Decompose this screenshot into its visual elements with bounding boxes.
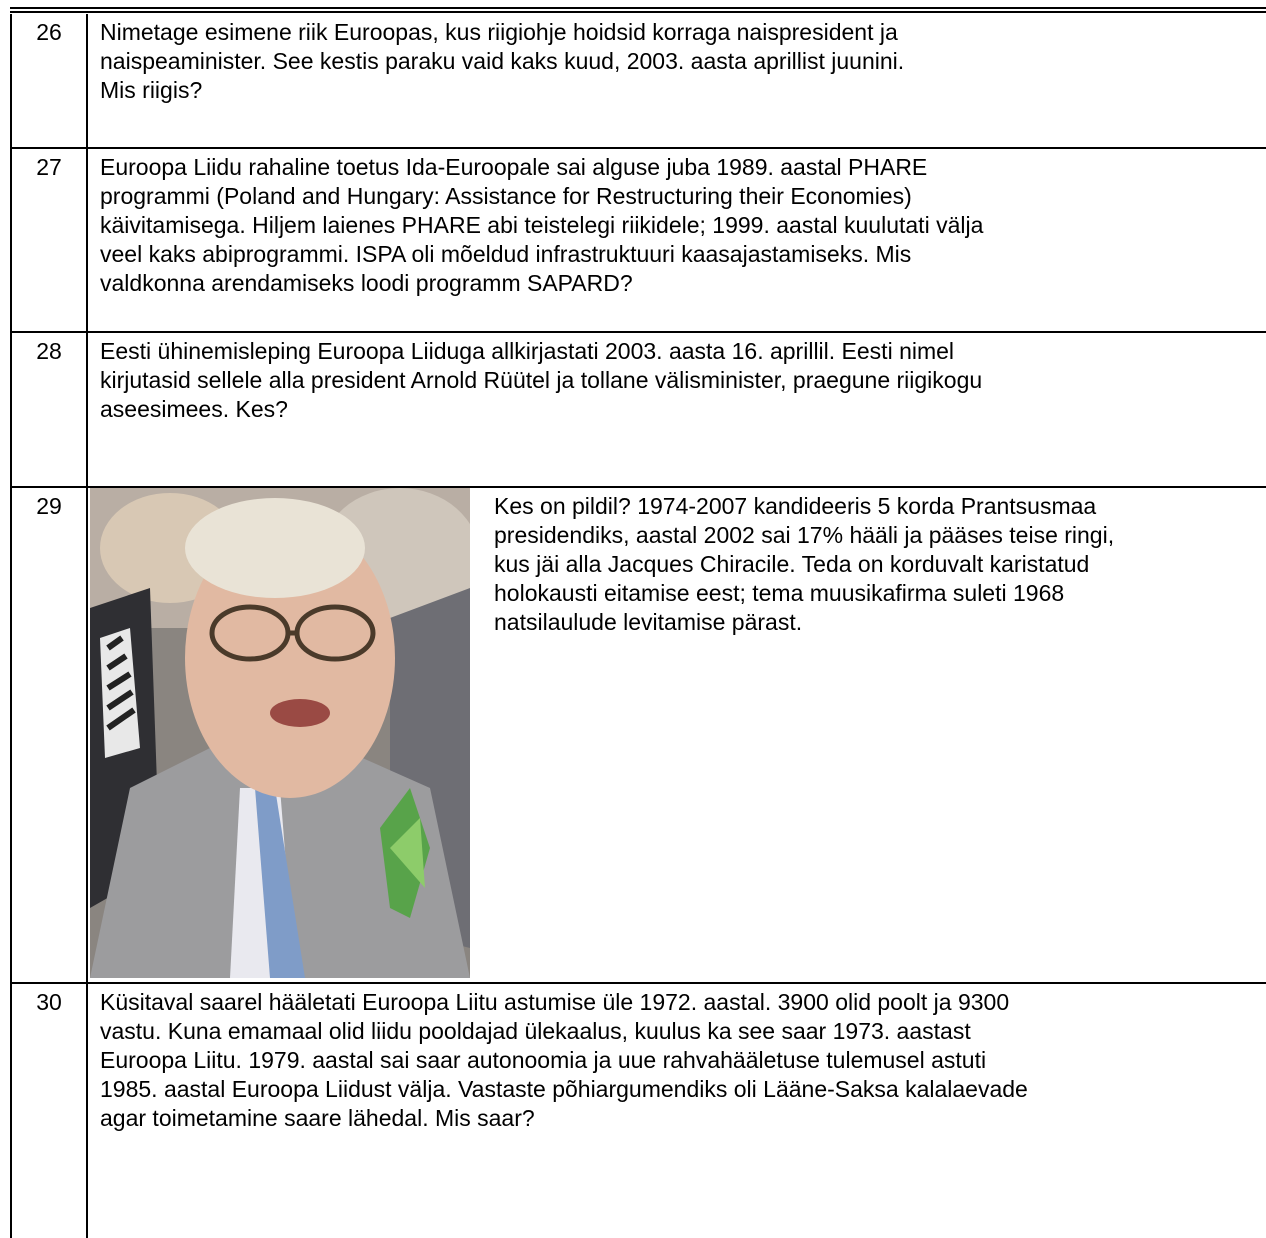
question-number: 29 bbox=[11, 487, 87, 983]
question-number: 26 bbox=[11, 14, 87, 148]
portrait-photo bbox=[90, 488, 470, 978]
question-row bbox=[11, 332, 1266, 487]
question-number: 27 bbox=[11, 148, 87, 332]
question-cell-with-photo bbox=[87, 487, 1266, 983]
question-row bbox=[11, 14, 1266, 148]
question-cell bbox=[87, 983, 1266, 1238]
question-text: Kes on pildil? 1974-2007 kandideeris 5 korda Prantsusmaa presidendiks, aastal 2002 sai 17% hääli ja pääses teise ringi, kus jäi alla Jacques Chiracile. Teda on korduvalt karistatud holokausti eitamise eest; tema muusikafirma suleti 1968 natsilaulude levitamise pärast. bbox=[494, 493, 1115, 635]
question-number: 30 bbox=[11, 983, 87, 1238]
top-double-rule-inner bbox=[10, 11, 1266, 13]
question-cell bbox=[87, 14, 1266, 148]
question-text: Nimetage esimene riik Euroopas, kus riigiohje hoidsid korraga naispresident ja naispeaminister. See kestis paraku vaid kaks kuud, 2003. aasta aprillist juunini. Mis riigis? bbox=[100, 19, 905, 103]
question-row bbox=[11, 983, 1266, 1238]
question-text: Eesti ühinemisleping Euroopa Liiduga allkirjastati 2003. aasta 16. aprillil. Eesti nimel kirjutasid sellele alla president Arnold Rüütel ja tollane välisminister, praegune riigikogu aseesimees. Kes? bbox=[100, 338, 983, 422]
quiz-table bbox=[10, 14, 1266, 1238]
question-cell bbox=[87, 148, 1266, 332]
question-text: Küsitaval saarel hääletati Euroopa Liitu astumise üle 1972. aastal. 3900 olid poolt ja 9300 vastu. Kuna emamaal olid liidu pooldajad ülekaalus, kuulus ka see saar 1973. aastast Euroopa Liitu. 1979. aastal sai saar autonoomia ja uue rahvahääletuse tulemusel astuti 1985. aastal Euroopa Liidust välja. Vastaste põhiargumendiks oli Lääne-Saksa kalalaevade agar toimetamine saare lähedal. Mis saar? bbox=[100, 989, 1028, 1131]
question-cell bbox=[87, 332, 1266, 487]
question-number: 28 bbox=[11, 332, 87, 487]
top-double-rule bbox=[10, 7, 1266, 9]
question-row bbox=[11, 148, 1266, 332]
question-text: Euroopa Liidu rahaline toetus Ida-Euroopale sai alguse juba 1989. aastal PHARE programmi (Poland and Hungary: Assistance for Restructuring their Economies) käivitamisega. Hiljem laienes PHARE abi teistelegi riikidele; 1999. aastal kuulutati välja veel kaks abiprogrammi. ISPA oli mõeldud infrastruktuuri kaasajastamiseks. Mis valdkonna arendamiseks loodi programm SAPARD? bbox=[100, 154, 984, 296]
question-row bbox=[11, 487, 1266, 983]
